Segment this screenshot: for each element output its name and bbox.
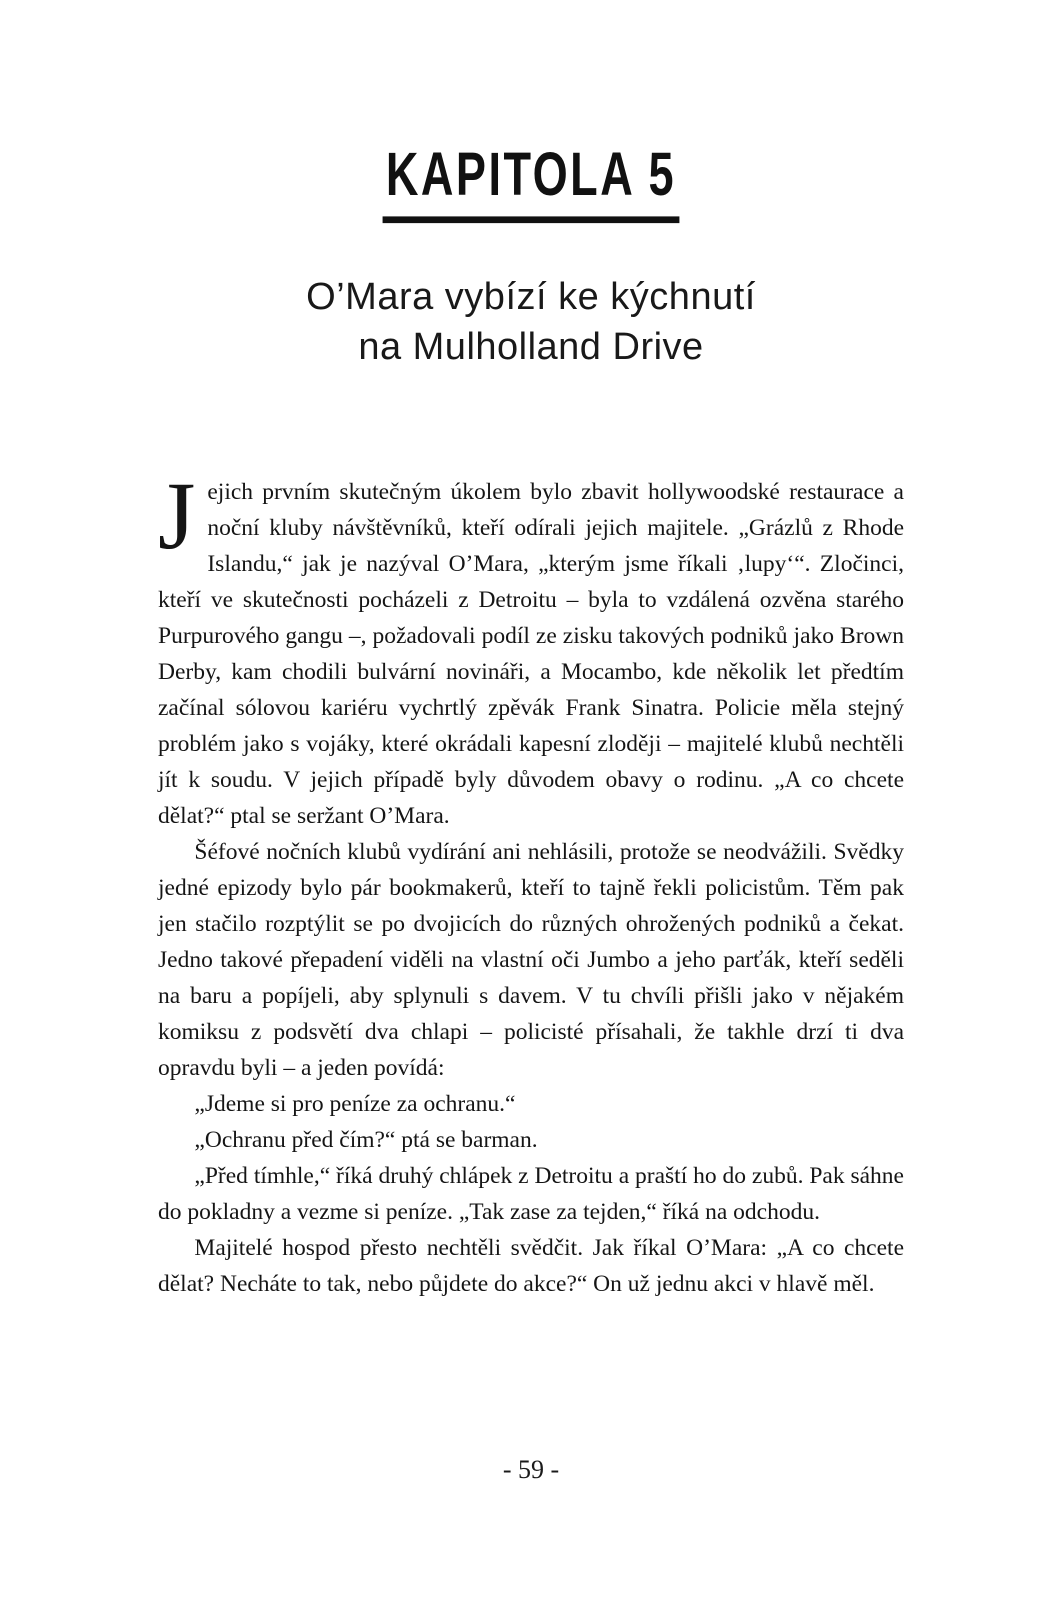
chapter-label: KAPITOLA 5 bbox=[383, 138, 680, 223]
body-text bbox=[158, 462, 904, 1302]
chapter-title-line-1: O’Mara vybízí ke kýchnutí bbox=[306, 276, 756, 318]
chapter-heading bbox=[158, 0, 904, 214]
chapter-title bbox=[158, 272, 904, 372]
paragraph: „Jdeme si pro peníze za ochranu.“ bbox=[194, 1091, 516, 1117]
paragraph: Majitelé hospod přesto nechtěli svědčit. Jak říkal O’Mara: „A co chcete dělat? Necháte to tak, nebo půjdete do akce?“ On už jednu akci v hlavě měl. bbox=[158, 1235, 904, 1297]
paragraph: „Ochranu před čím?“ ptá se barman. bbox=[194, 1127, 538, 1153]
paragraph bbox=[158, 462, 904, 834]
chapter-title-line-2: na Mulholland Drive bbox=[358, 326, 704, 368]
page-number: - 59 - bbox=[502, 1455, 560, 1484]
drop-cap: J bbox=[158, 462, 196, 569]
paragraph: Šéfové nočních klubů vydírání ani nehlásili, protože se neodvážili. Svědky jedné epizody bylo pár bookmakerů, kteří to tajně řekli policistům. Těm pak jen stačilo rozptýlit se po dvojicích do různých ohrožených podniků a čekat. Jedno takové přepadení viděli na vlastní oči Jumbo a jeho parťák, kteří seděli na baru a popíjeli, aby splynuli s davem. V tu chvíli přišli jako v nějakém komiksu z podsvětí dva chlapi – policisté přísahali, že takhle drzí ti dva opravdu byli – a jeden povídá: bbox=[158, 839, 904, 1081]
paragraph: „Před tímhle,“ říká druhý chlápek z Detroitu a praští ho do zubů. Pak sáhne do pokladny a vezme si peníze. „Tak zase za tejden,“ říká na odchodu. bbox=[158, 1163, 904, 1225]
paragraph-text: ejich prvním skutečným úkolem bylo zbavit hollywoodské restaurace a noční kluby návštěvníků, kteří odírali jejich majitele. „Grázlů z Rhode Islandu,“ jak je nazýval O’Mara, „kterým jsme říkali ‚lupy‘“. Zločinci, kteří ve skutečnosti pocházeli z Detroitu – byla to vzdálená ozvěna starého Purpurového gangu –, požadovali podíl ze zisku takových podniků jako Brown Derby, kam chodili bulvární novináři, a Mocambo, kde několik let předtím začínal sólovou kariéru vychrtlý zpěvák Frank Sinatra. Policie měla stejný problém jako s vojáky, které okrádali kapesní zloději – majitelé klubů nechtěli jít k soudu. V jejich případě byly důvodem obavy o rodinu. „A co chcete dělat?“ ptal se seržant O’Mara. bbox=[158, 479, 904, 829]
